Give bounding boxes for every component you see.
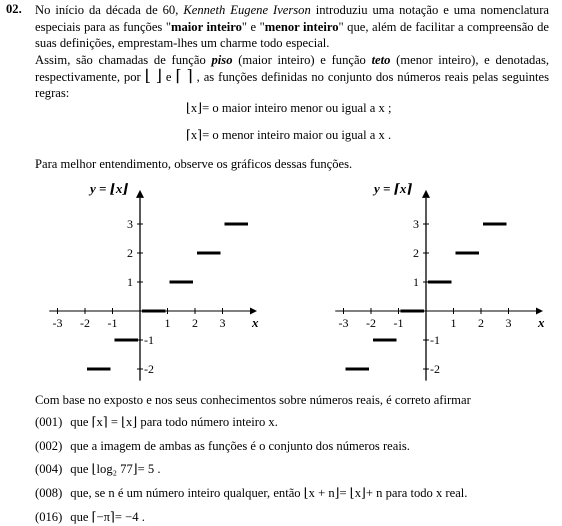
x-axis-label: x (538, 315, 545, 330)
option-code: (002) (35, 439, 63, 453)
intro-text-4: " que, além de facilitar a compreensão de suas definições, emprestam-lhes um charme todo especial. (35, 19, 549, 50)
x-tick-label: -3 (338, 316, 349, 330)
option-code: (008) (35, 486, 63, 500)
y-tick-label: -1 (144, 333, 154, 347)
option-item (35, 509, 145, 525)
x-tick-label: 2 (192, 316, 198, 330)
rule-floor: ⌊x⌋= o maior inteiro menor ou igual a x ; (186, 101, 392, 115)
y-tick-label: -2 (430, 362, 440, 376)
x-axis-label: x (252, 315, 259, 330)
ceil-symbol: ⌈ ⌉ (175, 67, 193, 85)
y-tick-label: 1 (413, 275, 419, 289)
option-text: que a imagem de ambas as funções é o conjunto dos números reais. (70, 439, 410, 453)
x-tick-label: -2 (366, 316, 376, 330)
option-text: que ⌊log₂ 77⌋= 5 . (70, 462, 161, 476)
author-name: Kenneth Eugene Iverson (183, 3, 311, 17)
option-item (35, 485, 467, 501)
y-tick-label: 2 (127, 246, 133, 260)
rule-ceil: ⌈x⌉= o menor inteiro maior ou igual a x . (186, 128, 392, 142)
menor-inteiro-term: menor inteiro (264, 19, 339, 34)
ceil-chart (318, 176, 558, 382)
y-tick-label: -2 (144, 362, 154, 376)
intro-paragraph (35, 2, 549, 52)
y-tick-label: 2 (413, 246, 419, 260)
x-tick-label: -1 (107, 316, 118, 330)
x-tick-label: 1 (164, 316, 171, 330)
teto-term: teto (371, 53, 391, 67)
piso-term: piso (211, 53, 233, 67)
y-tick-label: 1 (127, 275, 133, 289)
floor-symbol: ⌊ ⌋ (144, 67, 162, 85)
y-tick-label: 3 (413, 217, 419, 231)
option-text: que ⌈x⌉ = ⌊x⌋ para todo número inteiro x. (70, 415, 278, 429)
x-tick-label: 2 (478, 316, 484, 330)
y-tick-label: 3 (127, 217, 133, 231)
x-tick-label: -2 (80, 316, 90, 330)
maior-inteiro-term: maior inteiro (170, 19, 242, 34)
intro-text-3: " e " (241, 19, 265, 34)
def-text-2: (maior inteiro) e função (232, 53, 372, 67)
y-axis-arrow (136, 190, 144, 198)
option-code: (004) (35, 462, 63, 476)
y-axis-arrow (422, 190, 430, 198)
x-tick-label: 3 (219, 316, 226, 330)
floor-chart-title: y = ⌊x⌋ (90, 181, 129, 196)
option-item (35, 438, 410, 454)
floor-chart (45, 176, 285, 382)
option-item (35, 461, 161, 477)
ceil-chart-title: y = ⌈x⌉ (374, 181, 413, 196)
option-item (35, 414, 278, 430)
option-code: (001) (35, 415, 63, 429)
def-text-4: , as funções definidas no conjunto dos números reais pelas seguintes regras: (35, 69, 550, 100)
def-text-1: Assim, são chamadas de função (35, 53, 212, 67)
definition-paragraph (35, 52, 549, 102)
x-tick-label: 1 (450, 316, 457, 330)
x-axis-arrow (250, 308, 257, 315)
intro-text-2: introduziu uma notação e uma nomenclatura especiais para as funções " (35, 3, 549, 34)
y-tick-label: -1 (430, 333, 440, 347)
option-code: (016) (35, 510, 63, 524)
x-tick-label: -3 (52, 316, 63, 330)
def-text-e: e (161, 69, 176, 84)
intro-text-1: No início da década de 60, (35, 3, 184, 17)
conclusion-text: Com base no exposto e nos seus conhecimentos sobre números reais, é correto afirmar (35, 393, 471, 407)
def-text-3: (menor inteiro), e denotadas, respectivamente, por (35, 53, 549, 84)
x-axis-arrow (536, 308, 543, 315)
question-number: 02. (6, 2, 22, 16)
option-text: que, se n é um número inteiro qualquer, então ⌊x + n⌋= ⌊x⌋+ n para todo x real. (70, 486, 468, 500)
option-text: que ⌈−π⌉= −4 . (70, 510, 145, 524)
x-tick-label: -1 (393, 316, 404, 330)
x-tick-label: 3 (505, 316, 512, 330)
observe-text: Para melhor entendimento, observe os gráficos dessas funções. (35, 157, 353, 171)
